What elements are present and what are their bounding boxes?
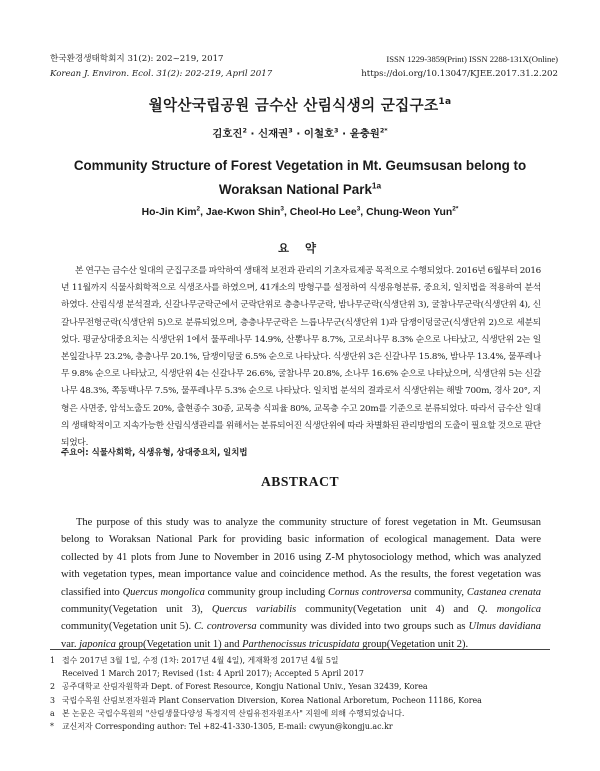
author-ko: 김호진 (212, 128, 243, 140)
footnote-text: Received 1 March 2017; Revised (1st: 4 April 2017); Accepted 5 April 2017 (62, 669, 364, 679)
footnote-text: 국립수목원 산림보전자원과 Plant Conservation Diversion, Korea National Arboretum, Pocheon 11186, Korea (62, 695, 482, 705)
title-english-line2: Woraksan National Park (218, 182, 372, 197)
english-abstract-body (61, 514, 541, 653)
abstract-text: community(Vegetation unit 3), (61, 604, 212, 616)
author-affil-sup: 2* (452, 205, 459, 213)
abstract-text: var. (61, 638, 80, 650)
abstract-text: community was divided into two groups such as (256, 621, 469, 633)
author-affil-sup: 3 (288, 126, 293, 135)
author-separator: · (292, 128, 304, 140)
species-name: Parthenocissus tricuspidata (242, 638, 360, 650)
korean-abstract-heading: 요 약 (278, 241, 322, 255)
abstract-heading: ABSTRACT (260, 474, 340, 489)
korean-abstract-body: 본 연구는 금수산 일대의 군집구조를 파악하여 생태적 보전과 관리의 기초자료제공 목적으로 수행되었다. 2016년 6월부터 2016년 11월까지 식물사회학적으로 식생조사를 하였으며, 41개소의 방형구를 설정하여 식생유형분류, 중요치, 일치법을 적용하여 분석하였다. 산림식생 분석결과, 신갈나무군락군에서 군락단위로 층층나무군락, 밤나무군락(식생단위 3), 굴참나무군락(식생단위 4), 신갈나무전형군락(식생단위 5)으로 분류되었으며, 층층나무군락은 느릅나무군(식생단위 1)과 담쟁이덩굴군(식생단위 2)으로 세분되었다. 평균상대중요치는 식생단위 1에서 물푸레나무 14.9%, 산뽕나무 8.7%, 고로쇠나무 8.3% 순으로 나타났고, 식생단위 2는 일본잎갈나무 23.2%, 층층나무 20.1%, 담쟁이덩굴 6.5% 순으로 나타났다. 식생단위 3은 신갈나무 15.8%, 밤나무 13.4%, 물푸레나무 9.8% 순으로 나타났고, 식생단위 4는 신갈나무 26.6%, 굴참나무 20.8%, 소나무 16.6% 순으로 나타났으며, 식생단위 5는 신갈나무 48.3%, 쪽동백나무 7.5%, 물푸레나무 5.3% 순으로 나타났다. 일치법 분석의 결과로서 식생단위는 해발 700m, 경사 20°, 지형은 사면중, 암석노출도 20%, 출현종수 30종, 교목층 식피율 80%, 교목층 수고 20m를 기준으로 분류되었다. 따라서 금수산 일대의 생태학적이고 지속가능한 산림식생관리를 위해서는 분류되어진 식생단위에 따라 차별화된 관리방법의 도출이 필요할 것으로 판단되었다. (61, 266, 541, 449)
title-korean-text: 월악산국립공원 금수산 산림식생의 군집구조 (148, 97, 439, 114)
title-english-line1: Community Structure of Forest Vegetation in Mt. Geumsusan belong to (73, 158, 527, 173)
author-en: Chung-Weon Yun (366, 207, 453, 218)
footnote-item (50, 720, 550, 733)
title-english-sup: 1a (371, 180, 382, 191)
abstract-text: community, (411, 586, 467, 598)
species-name: Cornus controversa (328, 586, 412, 598)
author-ko: 윤충원 (349, 128, 380, 140)
author-separator: , (283, 207, 290, 218)
title-korean-sup: 1a (438, 97, 452, 108)
abstract-text: The purpose of this study was to analyze the community structure of forest vegetation in Mt. Geumsusan belong to Woraksan National Park for providing basic information of ecological management. Data were collected by 41 plots from June to November in 2016 using Z-M phytosociology method, which was analyzed with vegetation types, mean importance value and coincidence method. As the results, the forest vegetation was classified into (61, 517, 541, 598)
title-english (60, 154, 540, 202)
footnote-text: 본 논문은 국립수목원의 "산림생물다양성 특정지역 산림유전자원조사" 지원에 의해 수행되었습니다. (62, 708, 405, 718)
footnote-item (50, 667, 550, 680)
journal-identifiers (361, 52, 558, 82)
author-affil-sup: 2* (379, 126, 388, 135)
author-separator: · (338, 128, 350, 140)
footnote-text: 접수 2017년 3월 1일, 수정 (1차: 2017년 4월 4일), 게재확정 2017년 4월 5일 (62, 656, 339, 665)
korean-keywords (61, 446, 541, 458)
footnote-mark: 1 (50, 656, 56, 665)
journal-citation-en: Korean J. Environ. Ecol. 31(2): 202-219, April 2017 (50, 69, 273, 79)
footnote-text: 교신저자 Corresponding author: Tel +82-41-330-1305, E-mail: cwyun@kongju.ac.kr (62, 722, 393, 732)
footnote-mark: a (50, 708, 55, 718)
author-affil-sup: 3 (356, 205, 361, 213)
author-en: Jae-Kwon Shin (205, 207, 281, 218)
author-ko: 이철호 (303, 128, 335, 140)
title-korean (0, 94, 600, 115)
author-ko: 신재권 (258, 128, 289, 140)
species-name: Quercus mongolica (122, 586, 205, 598)
footnote-mark: * (50, 722, 54, 732)
author-affil-sup: 3 (334, 126, 339, 135)
abstract-text: community group including (204, 586, 329, 598)
footnote-item (50, 707, 550, 720)
issn: ISSN 1229-3859(Print) ISSN 2288-131X(Online) (386, 54, 558, 64)
author-en: Ho-Jin Kim (141, 207, 197, 218)
abstract-text: community(Vegetation unit 4) and (296, 604, 478, 616)
footnote-item (50, 654, 550, 667)
authors-english (0, 207, 600, 218)
footnote-text: 공주대학교 산림자원학과 Dept. of Forest Resource, Kongju National Univ., Yesan 32439, Korea (62, 682, 428, 692)
authors-korean (0, 125, 600, 140)
footnotes (50, 654, 550, 733)
keywords-label: 주요어: (61, 447, 89, 457)
species-name: C. controversa (194, 621, 257, 633)
author-separator: , (360, 207, 367, 218)
journal-header (50, 52, 272, 82)
species-name: Q. mongolica (477, 604, 541, 616)
doi-link[interactable]: https://doi.org/10.13047/KJEE.2017.31.2.202 (361, 69, 558, 79)
journal-citation-ko: 한국환경생태학회지 31(2): 202~219, 2017 (50, 54, 224, 64)
author-affil-sup: 2 (242, 126, 247, 135)
abstract-text: community(Vegetation unit 5). (61, 621, 195, 633)
footnote-item (50, 680, 550, 693)
species-name: Quercus variabilis (211, 604, 297, 616)
author-en: Cheol-Ho Lee (289, 207, 357, 218)
abstract-text: group(Vegetation unit 1) and (115, 638, 243, 650)
author-separator: , (200, 207, 206, 218)
keywords-list: 식물사회학, 식생유형, 상대중요치, 일치법 (91, 447, 248, 457)
footnote-divider (50, 649, 550, 650)
author-affil-sup: 2 (196, 205, 201, 213)
footnote-mark: 3 (50, 695, 56, 705)
footnote-item (50, 694, 550, 707)
abstract-text: group(Vegetation unit 2). (359, 638, 469, 650)
species-name: Ulmus davidiana (468, 621, 541, 633)
author-affil-sup: 3 (280, 205, 284, 213)
footnote-mark: 2 (50, 682, 56, 692)
species-name: Castanea crenata (466, 586, 541, 598)
author-separator: · (246, 128, 259, 140)
species-name: japonica (79, 638, 116, 650)
